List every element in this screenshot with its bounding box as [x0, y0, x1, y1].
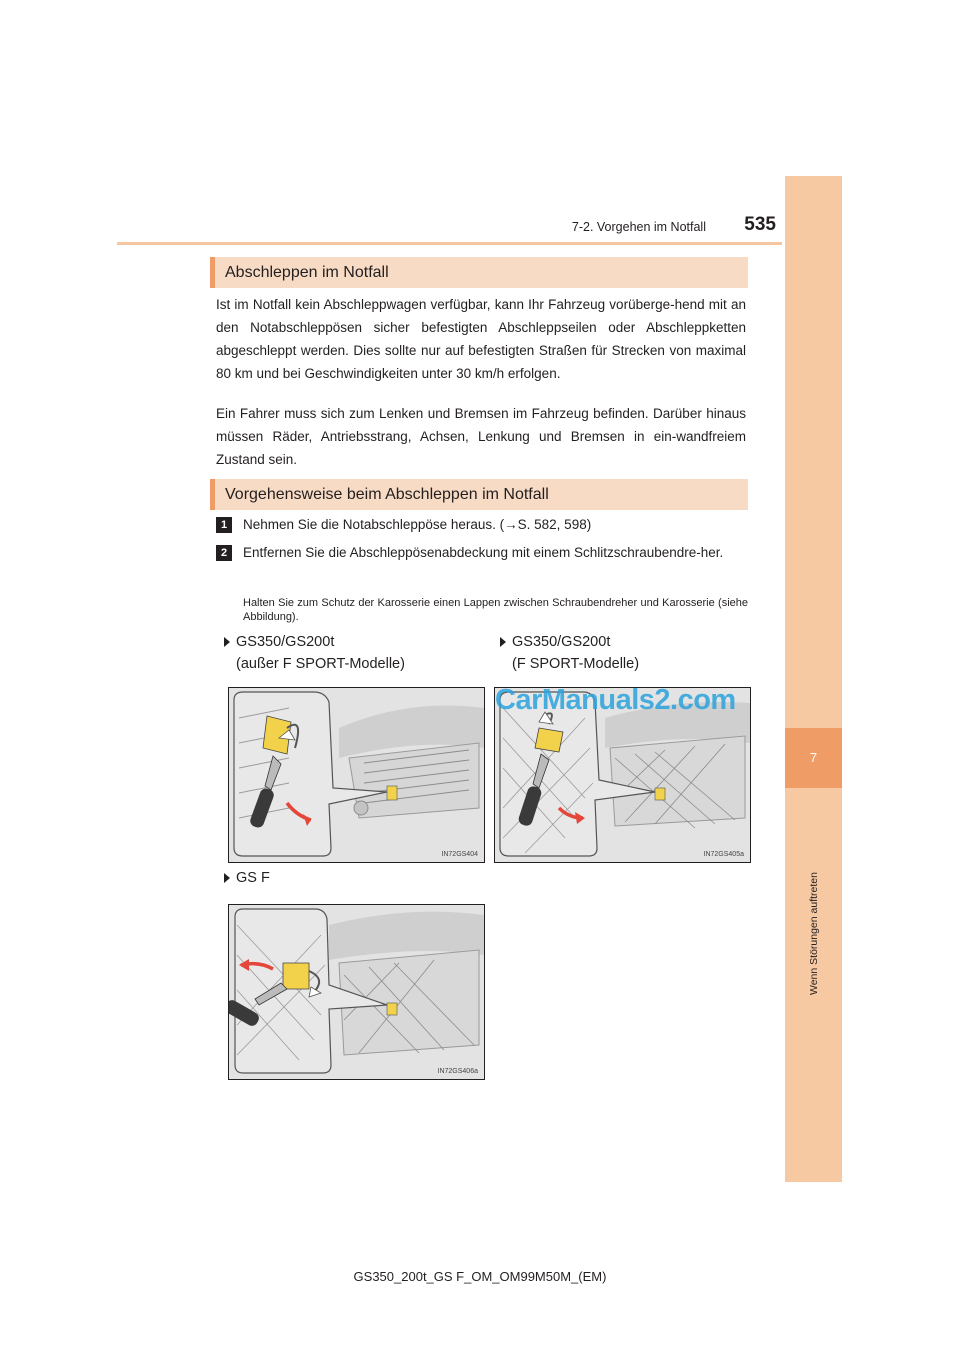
paragraph-intro: Ist im Notfall kein Abschleppwagen verfügbar, kann Ihr Fahrzeug vorüberge-hend mit an den Notabschleppösen sicher befestigten Abschleppseilen oder Abschleppketten abgeschleppt werden. Dies sollte nur auf befestigten Straßen für Strecken von maximal 80 km und bei Geschwindigkeiten unter 30 km/h erfolgen. — [216, 297, 746, 381]
triangle-bullet-icon — [224, 637, 230, 647]
section-heading-procedure — [210, 479, 748, 510]
page-number: 535 — [744, 214, 776, 235]
variant-line1: GS350/GS200t — [236, 634, 335, 650]
step-number-badge: 1 — [216, 517, 232, 533]
section-title: Abschleppen im Notfall — [225, 264, 389, 281]
triangle-bullet-icon — [500, 637, 506, 647]
step-text: Entfernen Sie die Abschleppösenabdeckung mit einem Schlitzschraubendre-her. — [243, 545, 724, 560]
document-footer-code: GS350_200t_GS F_OM_OM99M50M_(EM) — [353, 1269, 607, 1284]
chapter-title-vertical — [785, 800, 842, 1010]
watermark-text: CarManuals2.com — [495, 684, 736, 716]
variant-line2: (F SPORT-Modelle) — [512, 656, 640, 672]
paragraph-driver: Ein Fahrer muss sich zum Lenken und Bremsen im Fahrzeug befinden. Darüber hinaus müssen Räder, Antriebsstrang, Achsen, Lenkung und Bremsen in ein-wandfreiem Zustand sein. — [216, 406, 746, 467]
chapter-number: 7 — [785, 728, 842, 788]
variant-label — [224, 632, 474, 676]
triangle-bullet-icon — [224, 873, 230, 883]
section-accent — [210, 479, 215, 510]
figure-tow-cover-standard — [228, 687, 485, 863]
variant-label — [224, 868, 424, 890]
variant-line1: GS350/GS200t — [512, 634, 611, 650]
section-accent — [210, 257, 215, 288]
step-note: Halten Sie zum Schutz der Karosserie einen Lappen zwischen Schraubendreher und Karosserie (siehe Abbildung). — [243, 597, 748, 623]
chapter-side-tab — [785, 176, 842, 1182]
figure-code: IN72GS406a — [437, 1068, 478, 1075]
section-heading-emergency-towing — [210, 257, 748, 288]
figure-tow-cover-gs-f — [228, 904, 485, 1080]
variant-line1: GS F — [236, 870, 270, 886]
variant-label — [500, 632, 750, 676]
figure-code: IN72GS405a — [703, 851, 744, 858]
chapter-title: Wenn Störungen auftreten — [807, 872, 820, 995]
step-text: Nehmen Sie die Notabschleppöse heraus. (→S. 582, 598) — [243, 517, 592, 532]
variant-line2: (außer F SPORT-Modelle) — [236, 656, 405, 672]
step-number-badge: 2 — [216, 545, 232, 561]
header-divider — [117, 242, 782, 245]
figure-code: IN72GS404 — [441, 851, 478, 858]
header-section-title: 7-2. Vorgehen im Notfall — [571, 220, 706, 234]
section-title: Vorgehensweise beim Abschleppen im Notfall — [225, 486, 549, 503]
